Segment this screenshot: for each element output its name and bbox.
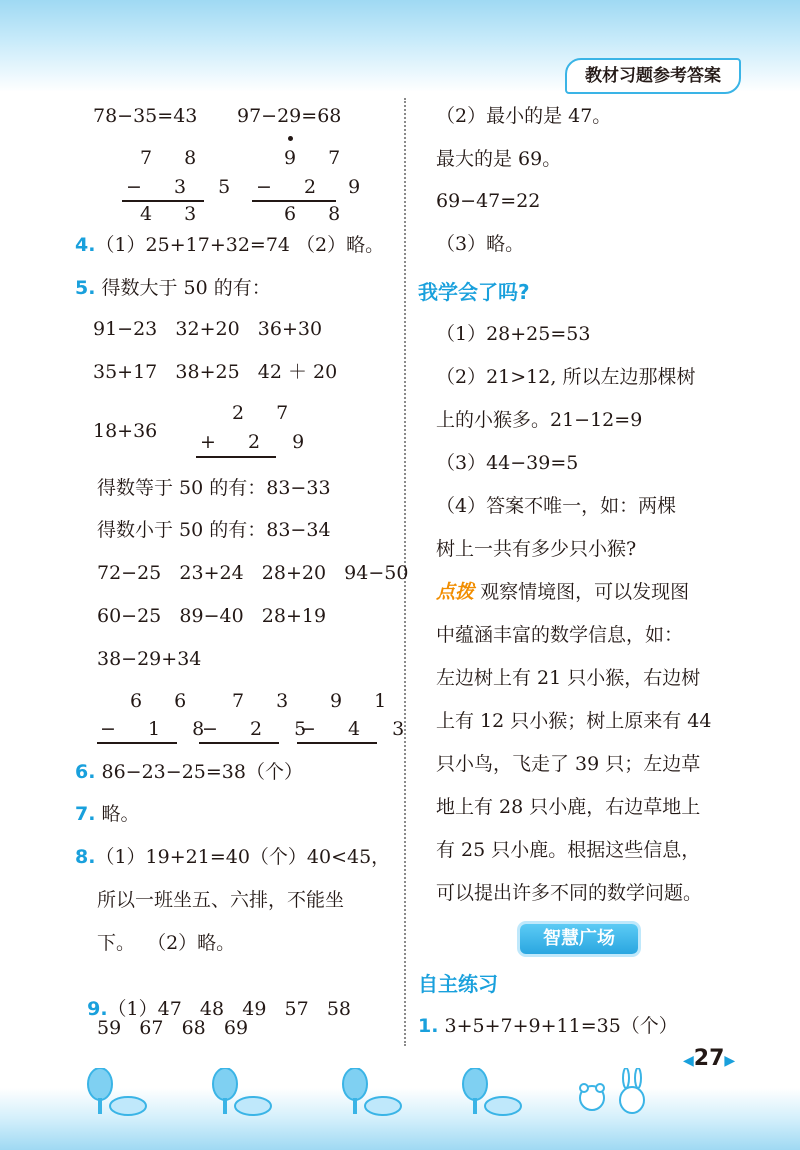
vertical-calc-6-mid: − 4 3: [300, 718, 418, 740]
vertical-calc-2-top: 9 7: [284, 147, 354, 169]
learned-2: （2）21>12, 所以左边那棵树: [436, 366, 696, 388]
vertical-calc-3-rule: [196, 456, 276, 458]
question-7-text: 略。: [101, 803, 140, 825]
equal-50-line: 得数等于 50 的有：83−33: [97, 477, 331, 499]
row-greater-1: 91−23 32+20 36+30: [93, 318, 323, 340]
section-heading-learned: 我学会了吗?: [418, 280, 530, 304]
answer-min: （2）最小的是 47。: [436, 105, 612, 127]
row-less-1: 72−25 23+24 28+20 94−50: [97, 562, 409, 584]
question-9-number: 9.: [87, 998, 108, 1020]
answer-diff: 69−47=22: [436, 190, 541, 212]
row-greater-3: 18+36: [93, 420, 158, 442]
answer-3: （3）略。: [436, 233, 525, 255]
learned-2-cont: 上的小猴多。21−12=9: [436, 409, 643, 431]
tip-line-4: 上有 12 只小猴；树上原来有 44: [436, 710, 712, 732]
equation-97-29: 97−29=68: [237, 105, 342, 127]
tip-line-5: 只小鸟，飞走了 39 只；左边草: [436, 753, 701, 775]
learned-4: （4）答案不唯一，如：两棵: [436, 495, 677, 517]
vertical-calc-2-result: 6 8: [284, 203, 354, 225]
practice-1-number: 1.: [418, 1015, 439, 1037]
question-5-number: 5.: [75, 277, 96, 299]
learned-3: （3）44−39=5: [436, 452, 579, 474]
question-7: [75, 802, 140, 826]
vertical-calc-1-mid: − 3 5: [126, 176, 244, 198]
question-9-line-2: 59 67 68 69: [97, 1017, 249, 1039]
row-less-2: 60−25 89−40 28+19: [97, 605, 327, 627]
tree-bush-icon: [80, 1068, 150, 1118]
question-9: [75, 973, 351, 1021]
question-7-number: 7.: [75, 803, 96, 825]
tip-line-6: 地上有 28 只小鹿，右边草地上: [436, 796, 701, 818]
vertical-calc-3-mid: + 2 9: [200, 431, 318, 453]
vertical-calc-6-rule: [297, 742, 377, 744]
wisdom-square-banner: 智慧广场: [520, 924, 638, 954]
header-tag: 教材习题参考答案: [565, 58, 741, 94]
cartoon-animals-icon: [570, 1068, 660, 1120]
equation-78-35: 78−35=43: [93, 105, 198, 127]
question-8-number: 8.: [75, 846, 96, 868]
learned-4-cont: 树上一共有多少只小猴?: [436, 538, 637, 560]
practice-1: [418, 1014, 678, 1038]
question-6-number: 6.: [75, 761, 96, 783]
less-50-line: 得数小于 50 的有：83−34: [97, 519, 331, 541]
vertical-calc-5-top: 7 3: [232, 690, 302, 712]
row-less-3: 38−29+34: [97, 648, 202, 670]
tip-line-8: 可以提出许多不同的数学问题。: [436, 882, 703, 904]
page-number-value: 27: [693, 1046, 725, 1071]
vertical-calc-5-rule: [199, 742, 279, 744]
vertical-calc-2-mid: − 2 9: [256, 176, 374, 198]
page-arrow-right-icon: ▶: [724, 1053, 736, 1069]
question-5-text: 得数大于 50 的有：: [101, 277, 271, 299]
answer-max: 最大的是 69。: [436, 148, 562, 170]
vertical-calc-3-top: 2 7: [232, 402, 302, 424]
section-heading-practice: 自主练习: [418, 972, 498, 996]
vertical-calc-5-mid: − 2 5: [202, 718, 320, 740]
tree-bush-icon: [205, 1068, 275, 1118]
question-8-line-2: 所以一班坐五、六排，不能坐: [97, 889, 345, 911]
vertical-calc-4-rule: [97, 742, 177, 744]
question-4-number: 4.: [75, 234, 96, 256]
tree-bush-icon: [455, 1068, 525, 1118]
tip-text-1: 观察情境图，可以发现图: [480, 581, 690, 603]
tip-line-1: [436, 580, 689, 604]
page-number: [683, 1046, 735, 1071]
vertical-calc-4-mid: − 1 8: [100, 718, 218, 740]
practice-1-text: 3+5+7+9+11=35（个）: [444, 1015, 678, 1037]
learned-1: （1）28+25=53: [436, 323, 591, 345]
tree-bush-icon: [335, 1068, 405, 1118]
question-6: [75, 760, 303, 784]
question-6-text: 86−23−25=38（个）: [101, 761, 303, 783]
vertical-calc-1-top: 7 8: [140, 147, 210, 169]
tip-label: 点拨: [436, 581, 475, 603]
vertical-calc-1-result: 4 3: [140, 203, 210, 225]
row-greater-2: 35+17 38+25 42 ＋ 20: [93, 361, 338, 383]
tip-line-7: 有 25 只小鹿。根据这些信息，: [436, 839, 701, 861]
question-4: [75, 233, 384, 257]
question-5: [75, 276, 271, 300]
page-arrow-left-icon: ◀: [683, 1053, 694, 1069]
tip-line-3: 左边树上有 21 只小猴，右边树: [436, 667, 701, 689]
question-8-text: （1）19+21=40（个）40<45，: [95, 846, 391, 868]
vertical-calc-6-top: 9 1: [330, 690, 400, 712]
question-8: [75, 845, 390, 869]
question-9-text: （1）47 48 49 57 58: [107, 998, 351, 1020]
question-4-text: （1）25+17+32=74 （2）略。: [95, 234, 385, 256]
tip-line-2: 中蕴涵丰富的数学信息，如：: [436, 624, 684, 646]
vertical-calc-4-top: 6 6: [130, 690, 200, 712]
borrow-dot: [288, 136, 293, 141]
question-8-line-3: 下。 （2）略。: [97, 932, 236, 954]
